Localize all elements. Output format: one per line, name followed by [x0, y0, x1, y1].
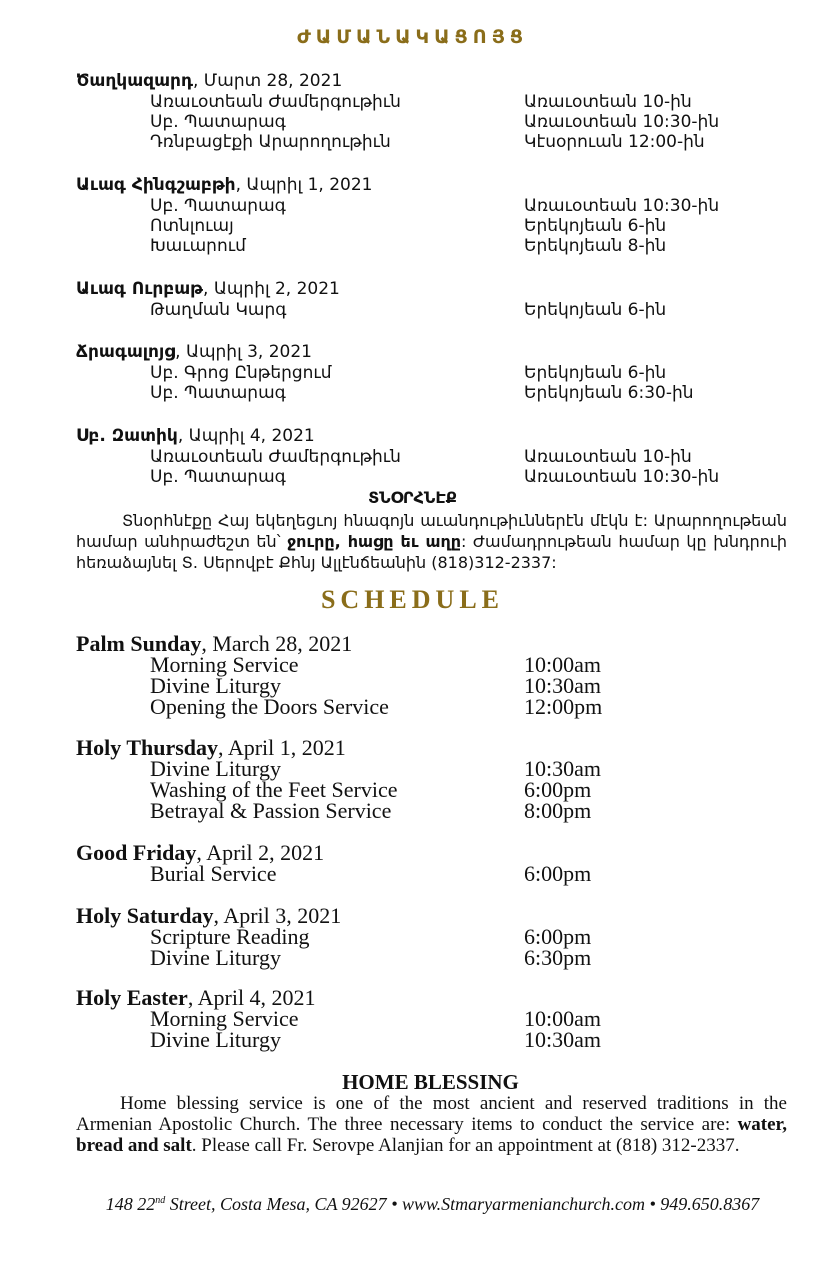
english-blessing-heading: HOME BLESSING [342, 1070, 519, 1094]
day-block [76, 905, 796, 968]
service-row: Ոտնլուայ Երեկոյեան 6-ին [150, 216, 667, 236]
service-row: Առաւօտեան Ժամերգութիւն Առաւօտեան 10-ին [150, 447, 692, 467]
service-row: Burial Service 6:00pm [150, 861, 592, 886]
english-schedule [76, 633, 796, 717]
english-schedule [76, 842, 796, 884]
day-block [76, 175, 796, 256]
day-heading: Good Friday, April 2, 2021 [76, 840, 325, 865]
footer-website-link[interactable]: www.Stmaryarmenianchurch.com [402, 1194, 645, 1214]
footer-contact [0, 1194, 825, 1215]
day-heading: Palm Sunday, March 28, 2021 [76, 631, 353, 656]
service-row: Սբ. Պատարագ Առաւօտեան 10:30-ին [150, 196, 720, 216]
armenian-schedule-title: ԺԱՄԱՆԱԿԱՑՈՅՑ [296, 26, 529, 48]
day-block [76, 426, 796, 487]
english-schedule-title: SCHEDULE [320, 585, 505, 614]
service-row: Opening the Doors Service 12:00pm [150, 694, 603, 719]
day-block [76, 279, 796, 320]
day-block [76, 737, 796, 821]
english-schedule [76, 987, 796, 1050]
service-row: Washing of the Feet Service 6:00pm [150, 777, 592, 802]
footer-address: 148 22nd Street, Costa Mesa, CA 92627 [105, 1194, 387, 1214]
day-heading: Սբ. Զատիկ, Ապրիլ 4, 2021 [76, 426, 315, 446]
service-row: Morning Service 10:00am [150, 652, 601, 677]
day-block [76, 842, 796, 884]
day-heading: Աւագ Հինգշաբթի, Ապրիլ 1, 2021 [76, 175, 373, 195]
service-row: Դռնբացէքի Արարողութիւն Կէսօրուան 12:00-ին [150, 132, 705, 152]
service-row: Divine Liturgy 10:30am [150, 756, 601, 781]
english-schedule [76, 905, 796, 968]
armenian-schedule [76, 342, 796, 403]
day-heading: Ճրագալոյց, Ապրիլ 3, 2021 [76, 342, 312, 362]
armenian-schedule [76, 175, 796, 256]
day-block [76, 342, 796, 403]
footer-phone: 949.650.8367 [660, 1194, 760, 1214]
service-row: Սբ. Պատարագ Երեկոյեան 6:30-ին [150, 383, 694, 403]
day-block [76, 71, 796, 152]
bullet-separator: • [391, 1194, 398, 1214]
service-row: Սբ. Գրոց Ընթերցում Երեկոյեան 6-ին [150, 363, 667, 383]
day-block [76, 987, 796, 1050]
armenian-schedule [76, 279, 796, 320]
day-heading: Holy Easter, April 4, 2021 [76, 985, 316, 1010]
armenian-schedule [76, 426, 796, 487]
service-row: Divine Liturgy 10:30am [150, 673, 601, 698]
service-row: Divine Liturgy 10:30am [150, 1027, 601, 1052]
day-heading: Holy Thursday, April 1, 2021 [76, 735, 346, 760]
service-row: Morning Service 10:00am [150, 1006, 601, 1031]
armenian-schedule [76, 71, 796, 152]
armenian-blessing-paragraph: Տնօրհնէքը Հայ եկեղեցւոյ հնագոյն աւանդութիւններէն մէկն է: Արարողութեան համար անհրաժեշտ են՝ ջուրը, հացը եւ աղը: Ժամադրութեան համար կը խնդրուի հեռաձայնել Տ. Սերովբէ Քհնյ Ալլէնճեանին (818)312-2337: [76, 511, 787, 572]
english-schedule [76, 737, 796, 821]
service-row: Betrayal & Passion Service 8:00pm [150, 798, 592, 823]
service-row: Խաւարում Երեկոյեան 8-ին [150, 236, 667, 256]
service-row: Divine Liturgy 6:30pm [150, 945, 592, 970]
day-heading: Holy Saturday, April 3, 2021 [76, 903, 342, 928]
english-blessing-paragraph: Home blessing service is one of the most ancient and reserved traditions in the Armenian Apostolic Church. The three necessary items to conduct the service are: water, bread and salt. Please call Fr. Serovpe Alanjian for an appointment at (818) 312-2337. [76, 1093, 787, 1156]
service-row: Scripture Reading 6:00pm [150, 924, 592, 949]
service-row: Սբ. Պատարագ Առաւօտեան 10:30-ին [150, 467, 720, 487]
service-row: Առաւօտեան Ժամերգութիւն Առաւօտեան 10-ին [150, 92, 692, 112]
day-heading: Աւագ Ուրբաթ, Ապրիլ 2, 2021 [76, 279, 340, 299]
day-block [76, 633, 796, 717]
armenian-blessing-heading: ՏՆՕՐՀՆԷՔ [368, 488, 457, 507]
bullet-separator: • [649, 1194, 656, 1214]
service-row: Սբ. Պատարագ Առաւօտեան 10:30-ին [150, 112, 720, 132]
day-heading: Ծաղկազարդ, Մարտ 28, 2021 [76, 71, 343, 91]
service-row: Թաղման Կարգ Երեկոյեան 6-ին [150, 300, 667, 320]
